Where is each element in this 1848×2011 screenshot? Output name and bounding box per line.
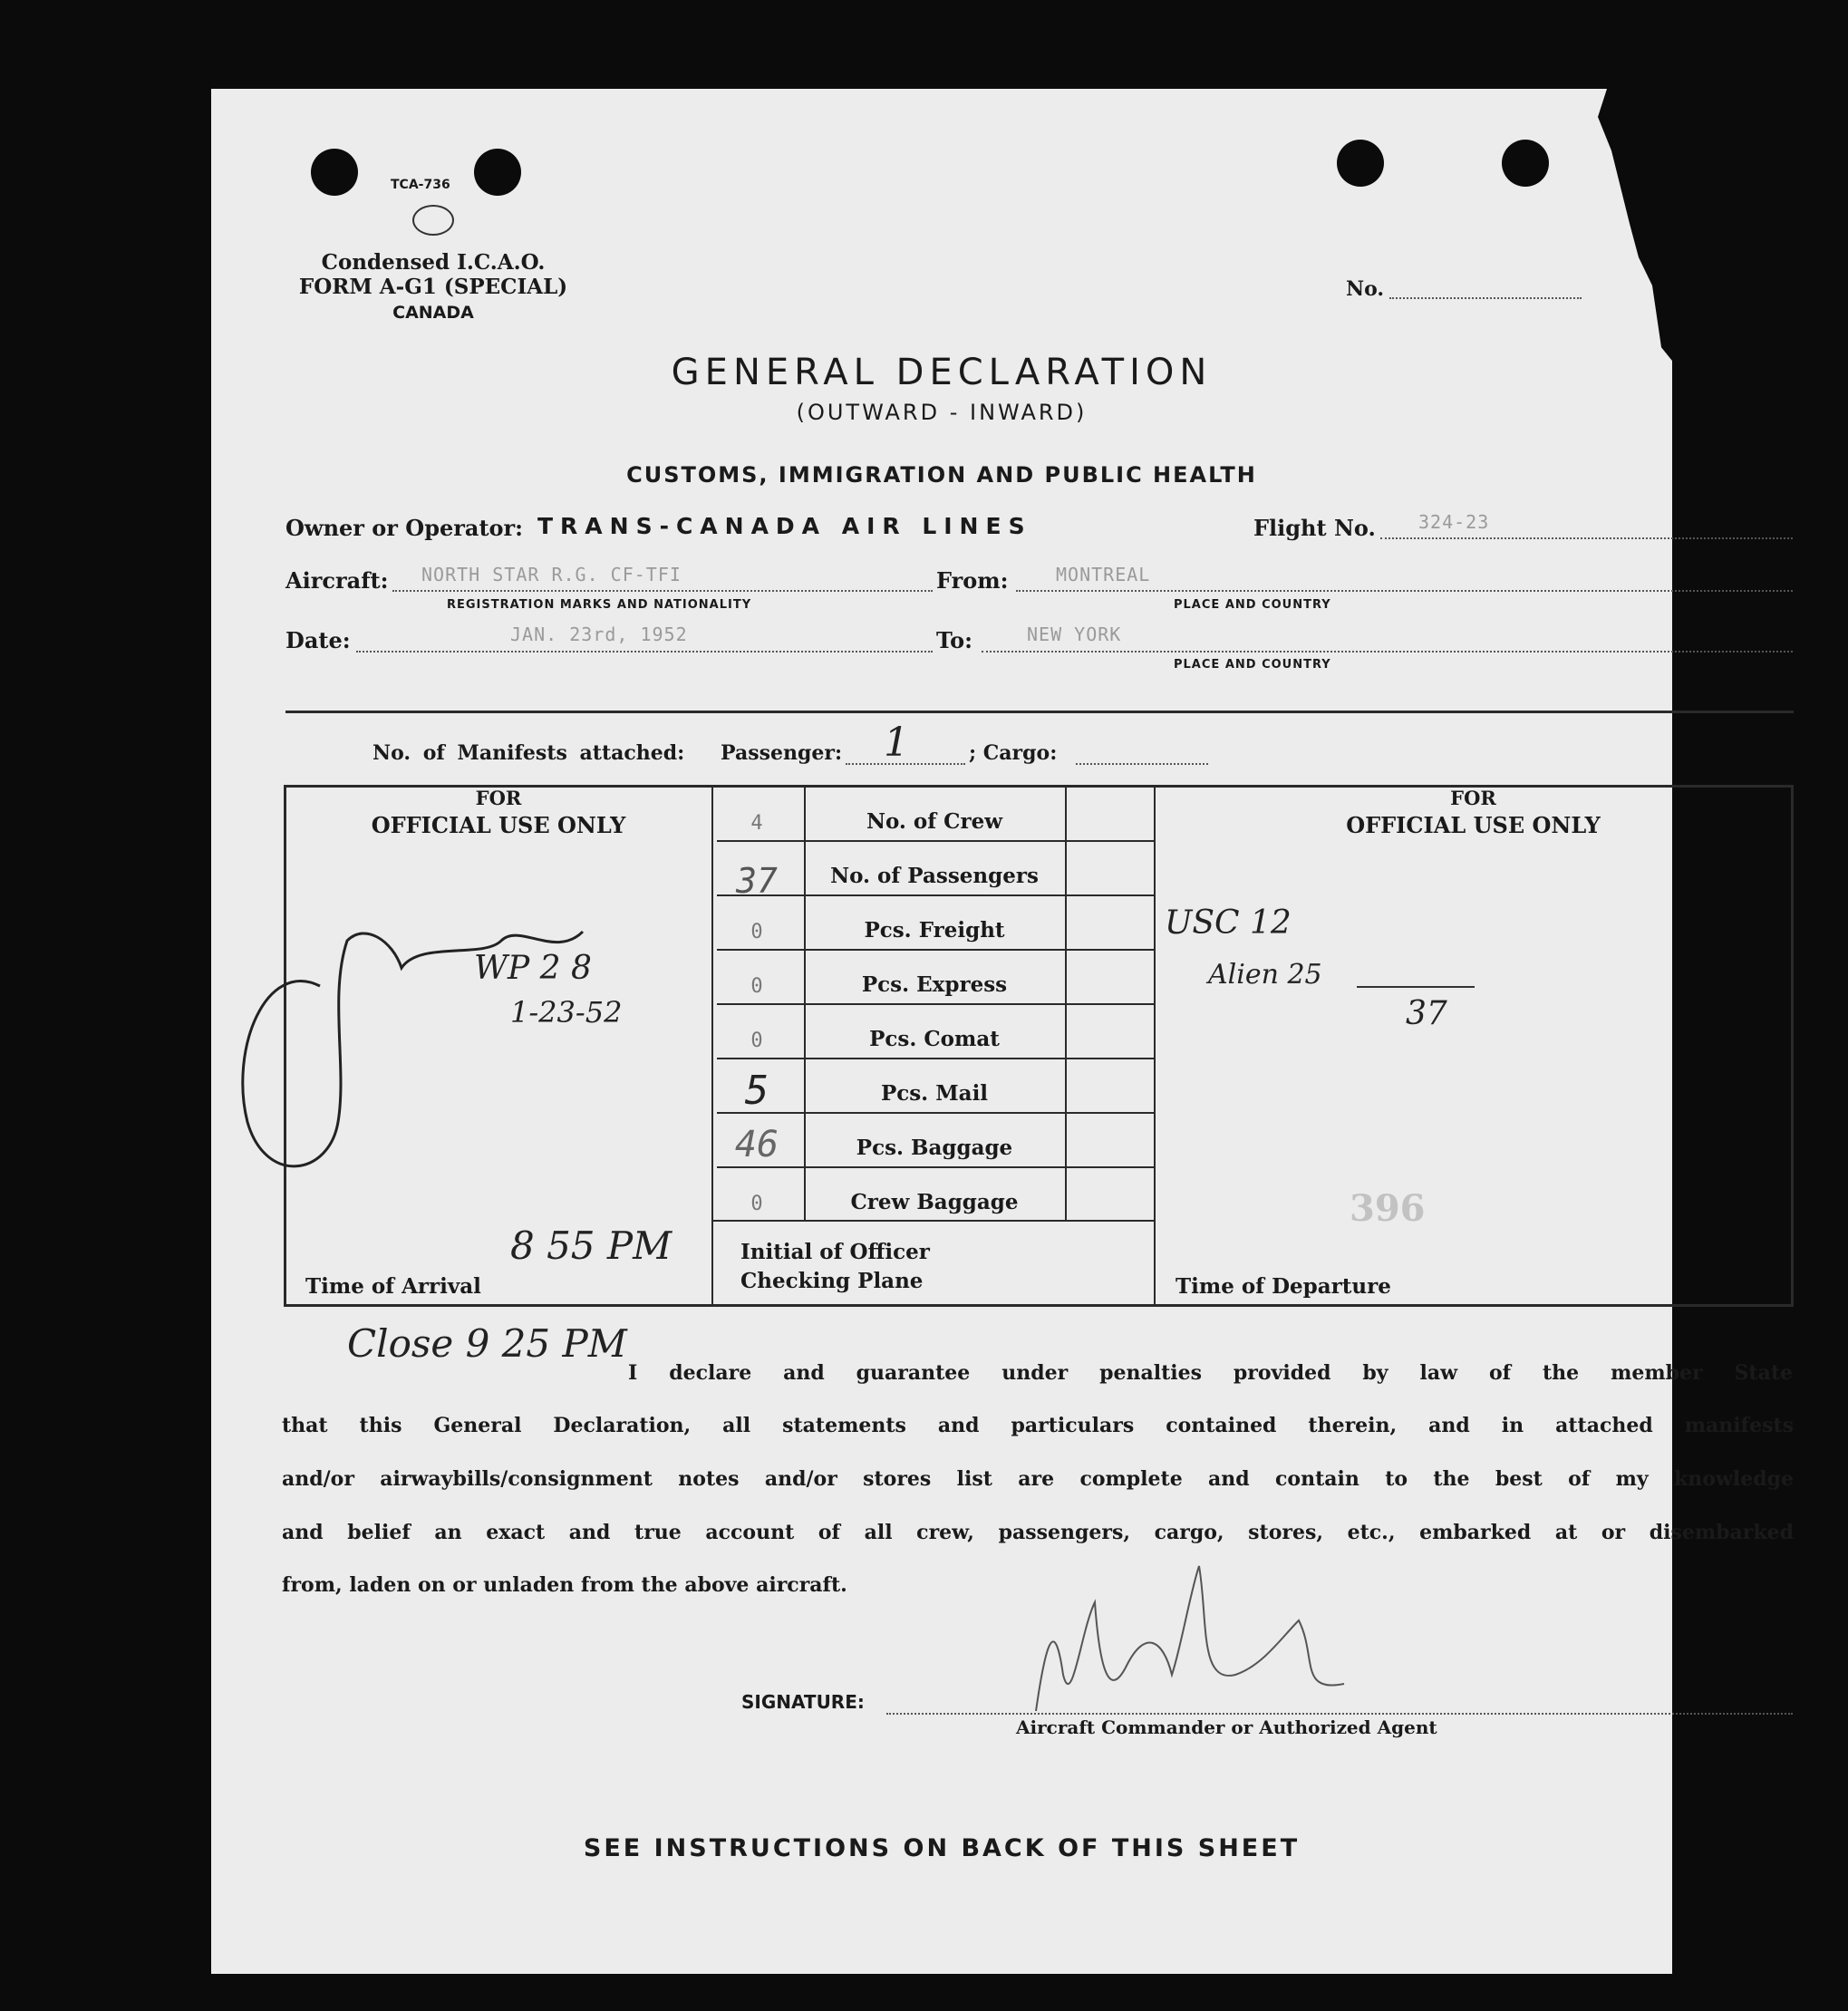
cargo-field-line (1076, 763, 1208, 765)
declaration-line-1: I declare and guarantee under penalties provided by law of the member State (628, 1361, 1793, 1385)
initial-of-officer-line2: Checking Plane (740, 1269, 924, 1293)
to-field-line (982, 651, 1793, 653)
left-official-title: OFFICIAL USE ONLY (371, 812, 626, 838)
comat-count[interactable]: 0 (750, 1030, 763, 1052)
header-rule (285, 711, 1794, 713)
time-of-departure-label: Time of Departure (1176, 1274, 1391, 1299)
right-official-sum-line (1357, 986, 1475, 988)
from-value[interactable]: MONTREAL (1056, 564, 1151, 585)
right-official-handwriting-3: 37 (1406, 995, 1447, 1032)
to-label: To: (936, 627, 972, 653)
flight-label: Flight No. (1253, 515, 1376, 541)
aircraft-label: Aircraft: (285, 567, 389, 594)
declaration-line-5: from, laden on or unladen from the above aircraft. (282, 1573, 847, 1597)
table-count-divider (804, 785, 806, 1220)
punch-hole (1502, 140, 1549, 187)
mail-label: Pcs. Mail (880, 1081, 989, 1106)
crew-baggage-label: Crew Baggage (850, 1190, 1019, 1214)
declaration-line-2: that this General Declaration, all statements and particulars contained therein, and in attached manifests (282, 1414, 1794, 1437)
row-rule (717, 1166, 1156, 1168)
initial-of-officer-label (740, 1238, 930, 1296)
owner-value: TRANS-CANADA AIR LINES (537, 513, 1032, 539)
footer-instructions: SEE INSTRUCTIONS ON BACK OF THIS SHEET (583, 1834, 1301, 1862)
date-value[interactable]: JAN. 23rd, 1952 (510, 624, 688, 645)
to-value[interactable]: NEW YORK (1027, 624, 1122, 645)
right-official-handwriting-2: Alien 25 (1208, 959, 1322, 991)
manifests-label: No. of Manifests attached: (373, 741, 685, 765)
right-official-for: FOR (1450, 787, 1496, 809)
aircraft-caption: REGISTRATION MARKS AND NATIONALITY (447, 598, 752, 612)
left-official-handwriting-2: 1-23-52 (510, 995, 623, 1030)
signature-label: SIGNATURE: (741, 1691, 865, 1713)
comat-label: Pcs. Comat (869, 1027, 1000, 1051)
form-header-line2: FORM A-G1 (SPECIAL) (298, 275, 568, 299)
punch-hole (1337, 140, 1384, 187)
official-signature-scrawl (211, 886, 701, 1213)
flight-value[interactable]: 324-23 (1418, 511, 1490, 533)
form-header-line1: Condensed I.C.A.O. (321, 250, 546, 275)
date-label: Date: (285, 627, 351, 653)
express-label: Pcs. Express (861, 972, 1008, 997)
flight-field-line (1380, 537, 1793, 539)
to-caption: PLACE AND COUNTRY (1174, 658, 1331, 672)
manifests-passenger-label: Passenger: (721, 741, 843, 765)
from-field-line (1016, 590, 1793, 592)
row-rule (717, 840, 1156, 842)
passengers-label: No. of Passengers (830, 864, 1039, 888)
crew-count[interactable]: 4 (750, 812, 763, 835)
time-of-arrival-label: Time of Arrival (305, 1274, 481, 1299)
table-divider-left (711, 785, 713, 1307)
commander-signature (1027, 1539, 1353, 1720)
torn-corner (1589, 89, 1679, 370)
manifests-passenger-value[interactable]: 1 (884, 720, 909, 766)
passengers-count[interactable]: 37 (736, 861, 778, 901)
owner-label: Owner or Operator: (285, 515, 524, 541)
aircraft-value[interactable]: NORTH STAR R.G. CF-TFI (421, 564, 682, 585)
manifests-cargo-label: ; Cargo: (969, 741, 1058, 765)
freight-label: Pcs. Freight (864, 918, 1005, 943)
form-code: TCA-736 (391, 178, 450, 192)
left-official-for: FOR (475, 787, 522, 809)
page-subtitle: (OUTWARD - INWARD) (796, 400, 1088, 425)
form-number-label: No. (1346, 277, 1385, 301)
section-title: CUSTOMS, IMMIGRATION AND PUBLIC HEALTH (626, 462, 1257, 488)
baggage-count[interactable]: 46 (734, 1124, 779, 1165)
table-bottom (284, 1304, 1794, 1307)
aircraft-field-line (392, 590, 933, 592)
row-rule (717, 1058, 1156, 1059)
table-right (1791, 785, 1794, 1307)
date-field-line (356, 651, 933, 653)
form-header-line3: CANADA (392, 303, 474, 323)
table-check-divider (1065, 785, 1067, 1220)
row-rule (717, 949, 1156, 951)
right-official-handwriting-1: USC 12 (1165, 904, 1292, 942)
left-official-handwriting-1: WP 2 8 (474, 950, 592, 987)
page-title: GENERAL DECLARATION (671, 352, 1213, 393)
baggage-label: Pcs. Baggage (856, 1136, 1013, 1160)
stamp-logo (412, 205, 454, 236)
passenger-field-line (846, 763, 965, 765)
mail-count[interactable]: 5 (744, 1068, 769, 1114)
punch-hole (311, 149, 358, 196)
row-rule (717, 1003, 1156, 1005)
declaration-sheet (211, 89, 1794, 1974)
table-divider-right (1154, 785, 1156, 1307)
from-label: From: (936, 567, 1009, 594)
closed-note: Close 9 25 PM (347, 1321, 627, 1366)
time-of-arrival-value[interactable]: 8 55 PM (510, 1223, 672, 1268)
declaration-line-3: and/or airwaybills/consignment notes and/or stores list are complete and contain to the best of my knowledge (282, 1467, 1794, 1491)
declaration-line-4: and belief an exact and true account of all crew, passengers, cargo, stores, etc., embarked at or disembarked (282, 1521, 1794, 1544)
form-number-field[interactable] (1389, 297, 1582, 299)
stamp-number: 396 (1350, 1187, 1426, 1230)
express-count[interactable]: 0 (750, 975, 763, 998)
crew-baggage-count[interactable]: 0 (750, 1193, 763, 1215)
punch-hole (474, 149, 521, 196)
form-header (284, 250, 583, 323)
crew-label: No. of Crew (866, 809, 1003, 834)
from-caption: PLACE AND COUNTRY (1174, 598, 1331, 612)
freight-count[interactable]: 0 (750, 921, 763, 943)
initial-of-officer-line1: Initial of Officer (740, 1240, 930, 1264)
signature-caption: Aircraft Commander or Authorized Agent (1016, 1716, 1437, 1738)
right-official-title: OFFICIAL USE ONLY (1346, 812, 1601, 838)
row-rule (711, 1220, 1156, 1222)
